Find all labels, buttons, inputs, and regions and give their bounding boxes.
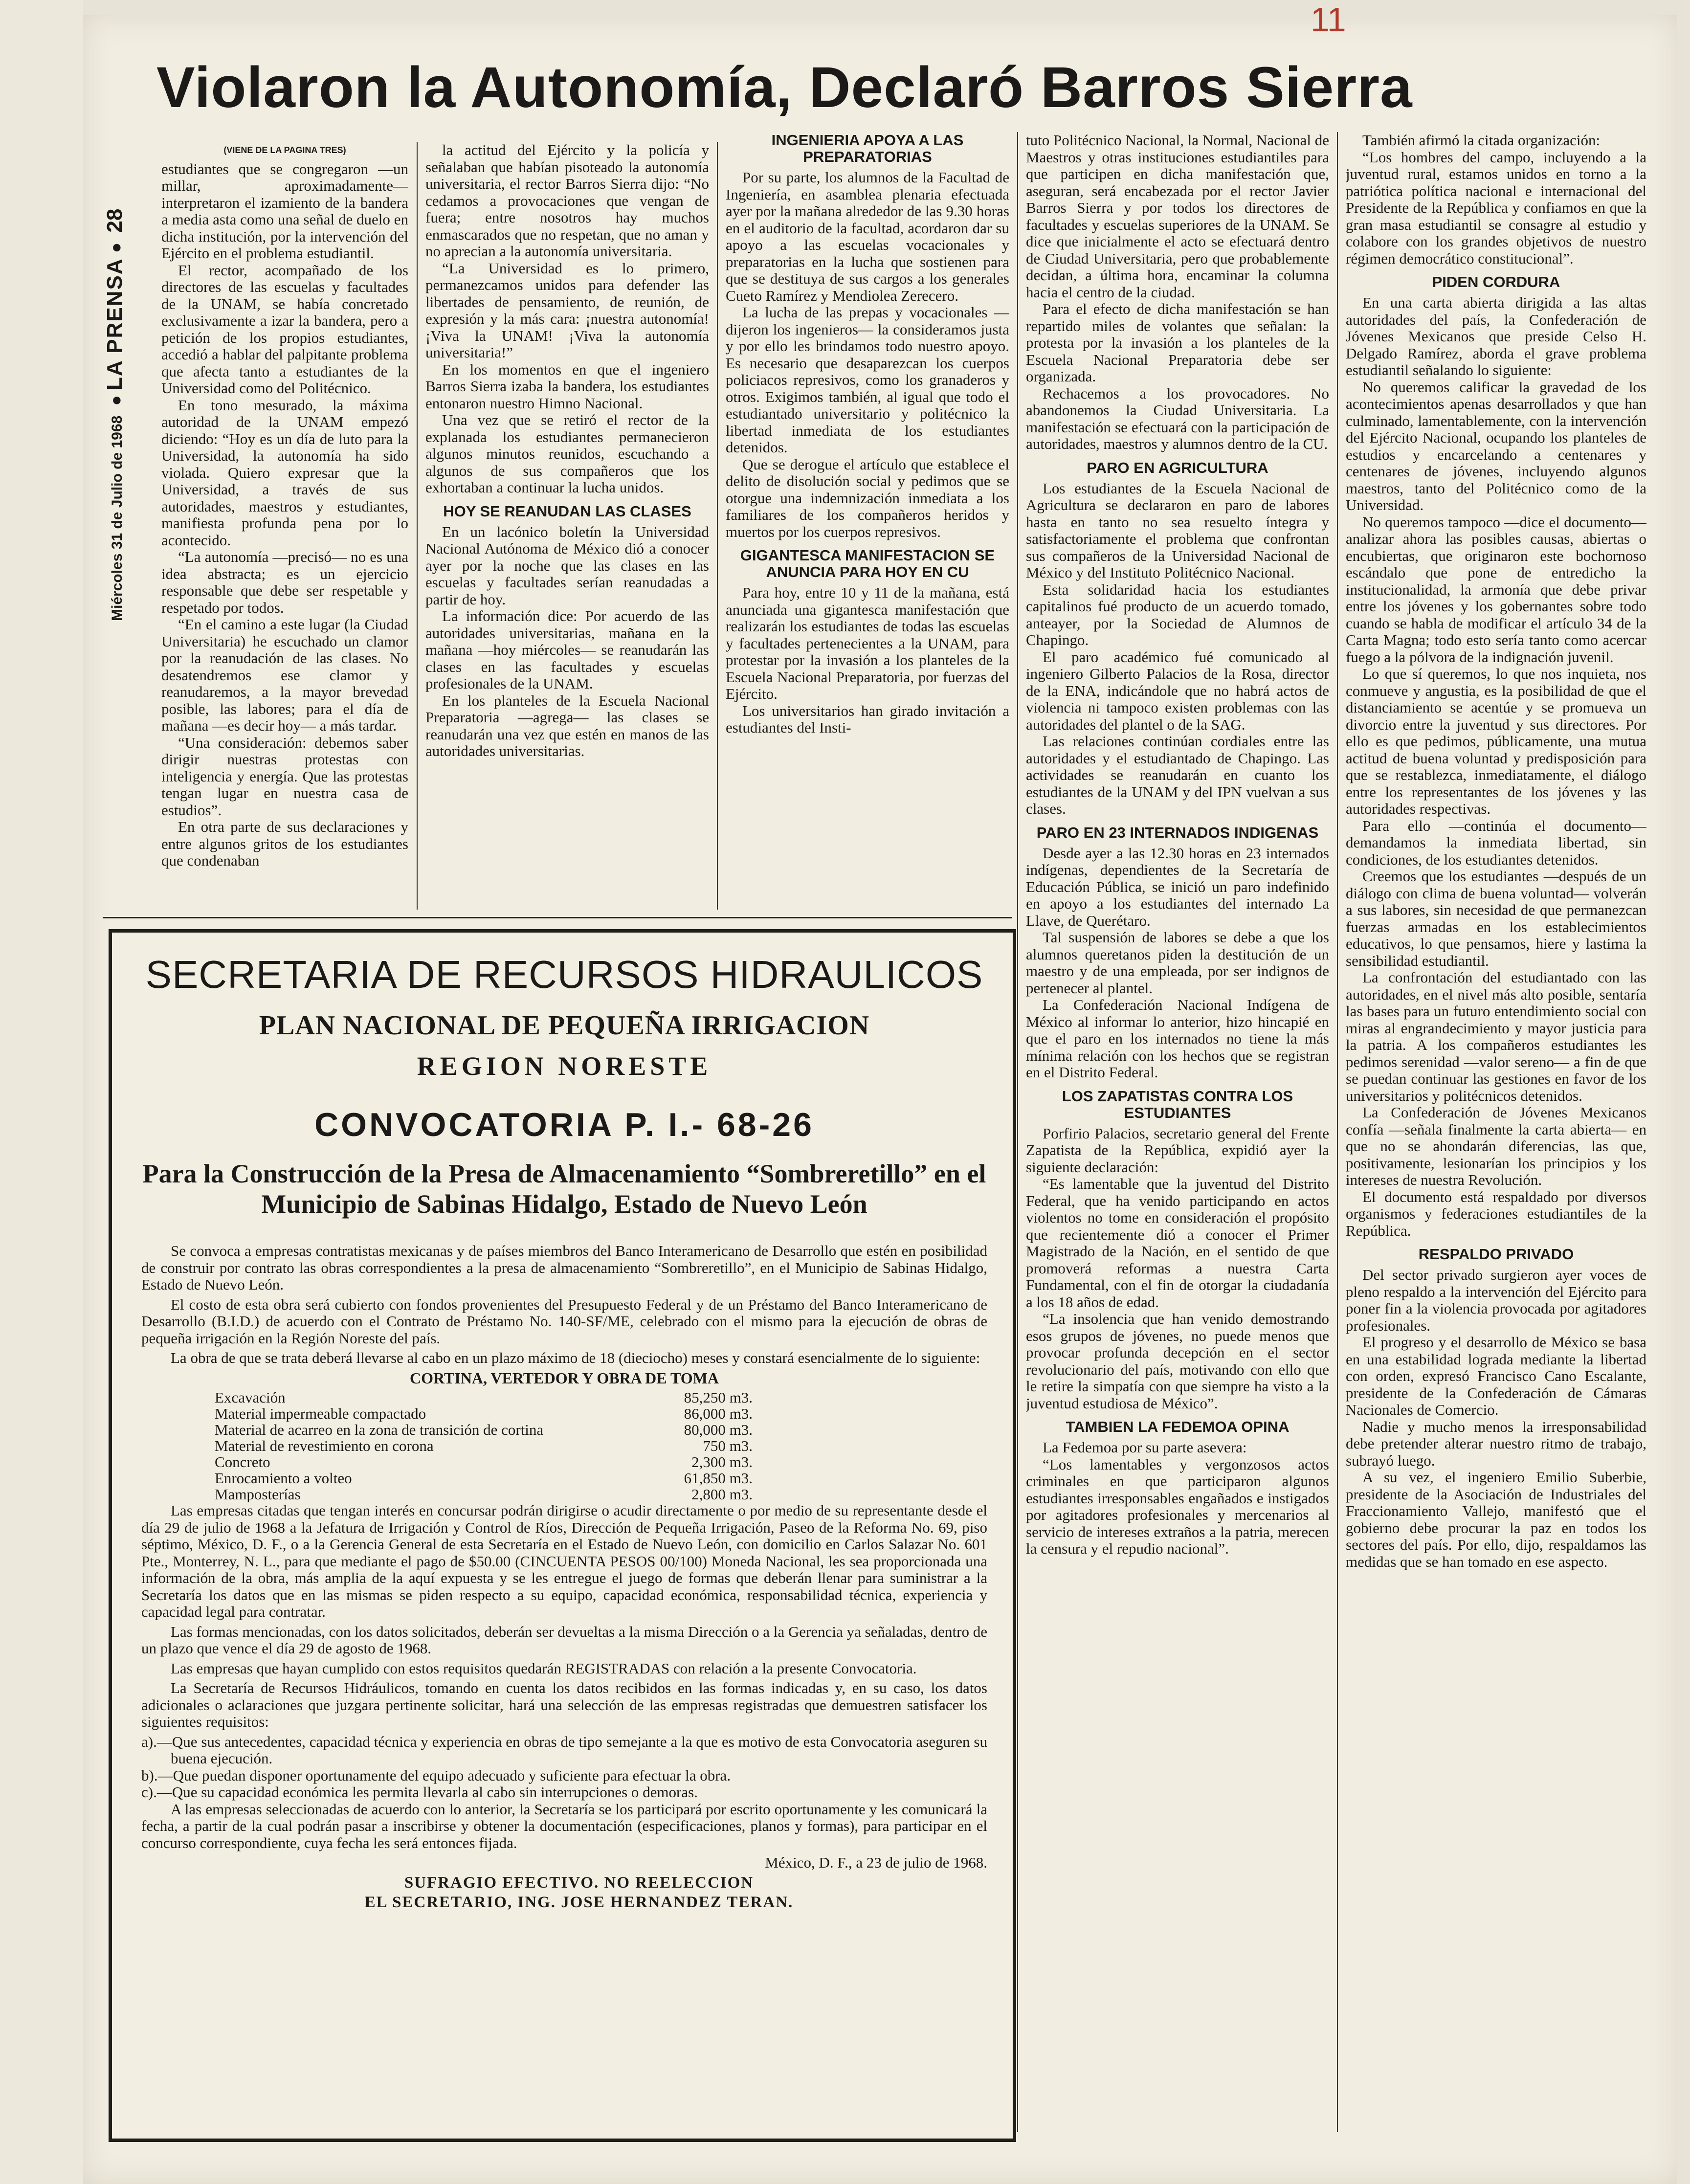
article-paragraph: Esta solidaridad hacia los estudiantes capitalinos fué producto de un acuerdo tomado, anteayer, por la Sociedad de Alumnos de Chapingo.	[1026, 580, 1329, 648]
article-paragraph: La confrontación del estudiantado con las autoridades, en el nivel más alto posible, sentaría las bases para un futuro entendimiento social con miras al engrandecimiento y mayor justicia para la patria. A los compañeros estudiantes les pedimos serenidad —valor sereno— a fin de que se puedan continuar las gestiones en favor de los universitarios y politécnicos detenidos.	[1346, 969, 1646, 1104]
subhead-hoy-se-reanudan: HOY SE REANUDAN LAS CLASES	[443, 502, 691, 520]
article-paragraph: El progreso y el desarrollo de México se basa en una estabilidad lograda mediante la libertad con orden, expresó Francisco Cano Escalante, presidente de la Confederación de Cámaras Nacionales de Comercio.	[1346, 1334, 1646, 1418]
ad-paragraph: Las formas mencionadas, con los datos solicitados, deberán ser devueltas a la misma Dirección o a la Gerencia ya señaladas, dentro de un plazo que vence el día 29 de agosto de 1968.	[141, 1623, 987, 1657]
column-rule	[1017, 132, 1018, 2132]
article-paragraph: Para el efecto de dicha manifestación se han repartido miles de volantes que señalan: la protesta por la invasión a los planteles de la Escuela Nacional Preparatoria debe ser organizada.	[1026, 300, 1329, 385]
masthead-date: Miércoles 31 de Julio de 1968	[109, 415, 125, 621]
ad-title-secretaria: SECRETARIA DE RECURSOS HIDRAULICOS	[145, 953, 983, 996]
masthead-paper-name: LA PRENSA	[103, 258, 127, 391]
article-paragraph: Porfirio Palacios, secretario general del Frente Zapatista de la República, expidió ayer la siguiente declaración:	[1026, 1124, 1329, 1176]
article-paragraph: A su vez, el ingeniero Emilio Suberbie, presidente de la Asociación de Industriales del Fraccionamiento Vallejo, manifestó que el gobierno debe procurar la paz en todos los sectores del país. Por ello, dijo, respaldamos las medidas que se han tomado en ese aspecto.	[1346, 1469, 1646, 1570]
article-paragraph: “Los hombres del campo, incluyendo a la juventud rural, estamos unidos en torno a la patriótica política nacional e internacional del Presidente de la República y confiamos en que la gran masa estudiantil se consagre al estudio y colabore con los grandes objetivos de nuestro régimen democrático constitucional”.	[1346, 148, 1646, 267]
col4b-text	[1026, 480, 1329, 818]
article-column-4	[1026, 132, 1329, 2137]
col4d-text	[1026, 1125, 1329, 1412]
article-paragraph: El rector, acompañado de los directores de las escuelas y facultades de la UNAM, se había concretado exclusivamente a izar la bandera, pero a petición de los propios estudiantes, accedió a hablar del palpitante problema que afecta tanto a estudiantes de la Universidad como del Politécnico.	[161, 261, 408, 397]
article-paragraph: “La autonomía —precisó— no es una idea abstracta; es un ejercicio responsable que debe ser respetable y respetado por todos.	[161, 548, 408, 616]
ad-title-region: REGION NORESTE	[417, 1051, 712, 1081]
article-column-1	[161, 142, 408, 910]
ad-body	[141, 1243, 987, 1911]
col1-text	[161, 161, 408, 869]
article-paragraph: tuto Politécnico Nacional, la Normal, Nacional de Maestros y otras instituciones estudiantiles para que participen en dicha manifestación que, aseguran, será encabezada por el rector Javier Barros Sierra y por todos los directores de facultades y escuelas superiores de la UNAM. Se dice que inicialmente el acto se efectuará dentro de Ciudad Universitaria, pero que probablemente decidan, a última hora, encaminar la columna hacia el centro de la ciudad.	[1026, 132, 1329, 301]
article-paragraph: Los estudiantes de la Escuela Nacional de Agricultura se declararon en paro de labores hasta en tanto no sea resuelto íntegra y satisfactoriamente el problema que confrontan sus compañeros de la Universidad Nacional de México y del Instituto Politécnico Nacional.	[1026, 479, 1329, 581]
ad-paragraph: El costo de esta obra será cubierto con fondos provenientes del Presupuesto Federal y de un Préstamo del Banco Interamericano de Desarrollo (B.I.D.) de acuerdo con el Contrato de Préstamo No. 140-SF/ME, celebrado con el mismo para la ejecución de obras de pequeña irrigación en la Región Noreste del país.	[141, 1295, 987, 1347]
subhead-fedemoa: TAMBIEN LA FEDEMOA OPINA	[1066, 1418, 1290, 1435]
subhead-ingenieria: INGENIERIA APOYA A LAS PREPARATORIAS	[771, 132, 964, 165]
government-notice-ad	[109, 929, 1016, 2142]
works-quantity: 80,000 m3.	[684, 1421, 753, 1438]
article-paragraph: La Fedemoa por su parte asevera:	[1043, 1439, 1247, 1456]
page-margin	[0, 0, 83, 2184]
works-quantity: 2,300 m3.	[691, 1453, 753, 1471]
ad-works-header: CORTINA, VERTEDOR Y OBRA DE TOMA	[410, 1369, 719, 1387]
article-paragraph: En los momentos en que el ingeniero Barros Sierra izaba la bandera, los estudiantes entonaron nuestro Himno Nacional.	[425, 360, 709, 412]
headline: Violaron la Autonomía, Declaró Barros Sierra	[156, 55, 1413, 120]
article-paragraph: En los planteles de la Escuela Nacional Preparatoria —agrega— las clases se reanudarán una vez que estén en manos de las autoridades universitarias.	[425, 691, 709, 759]
ad-secretario: EL SECRETARIO, ING. JOSE HERNANDEZ TERAN.	[364, 1894, 794, 1911]
ad-subtitle: Para la Construcción de la Presa de Almacenamiento “Sombreretillo” en el Municipio de Sabinas Hidalgo, Estado de Nuevo León	[142, 1159, 986, 1219]
ad-paragraph: Las empresas citadas que tengan interés en concursar podrán dirigirse o acudir directamente o por medio de su representante desde el día 29 de julio de 1968 a la Jefatura de Irrigación y Control de Ríos, Dirección de Pequeña Irrigación, Paseo de la Reforma No. 69, piso séptimo, México, D. F., o a la Gerencia General de esta Secretaría en el Estado de Nuevo León, con domicilio en Carlos Salazar No. 601 Pte., Monterrey, N. L., para que mediante el pago de $50.00 (CINCUENTA PESOS 00/100) Moneda Nacional, les sea proporcionada una información de la obra, más amplia de la aquí expuesta y se les entregue el juego de formas que deberán llenar para suministrar a la Secretaría los datos que en las mismas se piden respecto a su equipo, capacidad económica, responsabilidad técnica, experiencia y capacidad legal para contratar.	[141, 1502, 987, 1620]
works-quantity: 750 m3.	[703, 1437, 753, 1454]
subhead-paro-internados: PARO EN 23 INTERNADOS INDIGENAS	[1036, 824, 1319, 841]
ad-requirements-list	[141, 1734, 987, 1801]
article-paragraph: Rechacemos a los provocadores. No abandonemos la Ciudad Universitaria. La manifestación se efectuará con la participación de autoridades, maestros y alumnos dentro de la CU.	[1026, 384, 1329, 452]
subhead-paro-agricultura: PARO EN AGRICULTURA	[1087, 459, 1268, 476]
works-quantity: 85,250 m3.	[684, 1389, 753, 1406]
article-paragraph: No queremos calificar la gravedad de los acontecimientos apenas desarrollados y que han culminado, lamentablemente, con la intervención del Ejército Nacional, ocupando los planteles de estudios y encarcelando a centenares y centenares de jóvenes, incluyendo algunos maestros, tanto del Politécnico como de la Universidad.	[1346, 378, 1646, 513]
ad-content	[141, 952, 987, 1914]
works-item: Material de acarreo en la zona de transición de cortina	[215, 1422, 544, 1438]
article-paragraph: “La Universidad es lo primero, permanezcamos unidos para defender las libertades de pensamiento, de reunión, de expresión y la más cara: ¡nuestra autonomía! ¡Viva la UNAM! ¡Viva la autonomía universitaria!”	[425, 259, 709, 361]
ad-convocatoria: CONVOCATORIA P. I.- 68-26	[314, 1106, 814, 1143]
article-column-3	[726, 132, 1009, 910]
article-paragraph: La información dice: Por acuerdo de las autoridades universitarias, mañana en la mañana —hoy miércoles— se reanudarán las clases en las facultades y escuelas profesionales de la UNAM.	[425, 607, 709, 692]
subhead-zapatistas: LOS ZAPATISTAS CONTRA LOS ESTUDIANTES	[1062, 1087, 1293, 1121]
ad-paragraph: A las empresas seleccionadas de acuerdo con lo anterior, la Secretaría se los participará por escrito oportunamente y les comunicará la fecha, a partir de la cual podrán pasar a inscribirse y obtener la documentación (especificaciones, planos y formas), para participar en el concurso correspondiente, cuya fecha les será entonces fijada.	[141, 1800, 987, 1851]
column-rule	[417, 142, 418, 910]
column-rule	[1337, 132, 1338, 2132]
article-paragraph: Nadie y mucho menos la irresponsabilidad debe pretender alterar nuestro ritmo de trabajo, subrayó luego.	[1346, 1418, 1646, 1469]
article-paragraph: Una vez que se retiró el rector de la explanada los estudiantes permanecieron algunos minutos reunidos, escuchando a algunos de sus compañeros que los exhortaban a continuar la lucha unidos.	[425, 411, 709, 496]
col3b-text	[726, 584, 1009, 736]
article-paragraph: Que se derogue el artículo que establece el delito de disolución social y pedimos que se otorgue una indemnización inmediata a los familiares de los compañeros heridos y muertos por los cuerpos represivos.	[726, 455, 1009, 540]
article-paragraph: “En el camino a este lugar (la Ciudad Universitaria) he escuchado un clamor por la reanudación de las clases. No desatendremos ese clamor y reanudaremos, a la mayor brevedad posible, las labores; para el día de mañana —es decir hoy— a más tardar.	[161, 616, 408, 734]
requirement-item: b).—Que puedan disponer oportunamente del equipo adecuado y suficiente para efectuar la obra.	[141, 1766, 731, 1784]
article-paragraph: Para hoy, entre 10 y 11 de la mañana, está anunciada una gigantesca manifestación que realizarán los estudiantes de todas las escuelas y facultades pertenecientes a la UNAM, para protestar por la invasión a los planteles de la Escuela Nacional Preparatoria, por fuerzas del Ejército.	[726, 584, 1009, 702]
ad-date: México, D. F., a 23 de julio de 1968.	[765, 1854, 987, 1871]
article-paragraph: “Una consideración: debemos saber dirigir nuestras protestas con inteligencia y energía. Que las protestas tengan lugar en nuestra casa de estudios”.	[161, 734, 408, 819]
article-paragraph: En un lacónico boletín la Universidad Nacional Autónoma de México dió a conocer ayer por la noche que las clases en las escuelas y facultades serían reanudadas a partir de hoy.	[425, 523, 709, 608]
works-quantity: 86,000 m3.	[684, 1405, 753, 1422]
col2-text	[425, 142, 709, 496]
works-row	[215, 1454, 753, 1470]
col5-text	[1346, 132, 1646, 267]
article-column-5	[1346, 132, 1646, 2137]
masthead-vertical	[103, 83, 161, 621]
works-row	[215, 1389, 753, 1405]
subhead-gigantesca: GIGANTESCA MANIFESTACION SE ANUNCIA PARA HOY EN CU	[740, 547, 995, 580]
article-paragraph: Por su parte, los alumnos de la Facultad de Ingeniería, en asamblea plenaria efectuada ayer por la mañana alrededor de las 9.30 horas en el auditorio de la facultad, acordaron dar su apoyo a las escuelas vocacionales y preparatorias en la lucha que sostienen para que se destituya de sus cargos a los generales Cueto Ramírez y Mendiolea Zerecero.	[726, 169, 1009, 304]
ad-works-table	[215, 1389, 753, 1502]
works-row	[215, 1405, 753, 1422]
article-paragraph: Del sector privado surgieron ayer voces de pleno respaldo a la intervención del Ejército para poner fin a la violencia provocada por agitadores profesionales.	[1346, 1266, 1646, 1334]
article-paragraph: “La insolencia que han venido demostrando esos grupos de jóvenes, no puede menos que provocar profunda decepción en el sector revolucionario del país, motivando con ello que le retire la simpatía con que siempre ha visto a la juventud estudiosa de México”.	[1026, 1310, 1329, 1412]
works-item: Mamposterías	[215, 1486, 301, 1502]
article-paragraph: Desde ayer a las 12.30 horas en 23 internados indígenas, dependientes de la Secretaría de Educación Pública, se inició un paro indefinido en apoyo a los estudiantes del internado La Llave, de Querétaro.	[1026, 844, 1329, 929]
works-item: Enrocamiento a volteo	[215, 1470, 352, 1486]
ad-paragraph: La obra de que se trata deberá llevarse al cabo en un plazo máximo de 18 (dieciocho) meses y constará esencialmente de lo siguiente:	[171, 1349, 980, 1366]
works-quantity: 61,850 m3.	[684, 1470, 753, 1487]
article-paragraph: También afirmó la citada organización:	[1362, 132, 1601, 149]
continued-from-note: (VIENE DE LA PAGINA TRES)	[223, 145, 346, 155]
article-paragraph: En tono mesurado, la máxima autoridad de la UNAM empezó diciendo: “Hoy es un día de luto para la Universidad, la autonomía ha sido violada. Quiero expresar que la Universidad, a través de sus autoridades, maestros y estudiantes, manifiesta profunda pena por lo acontecido.	[161, 396, 408, 549]
article-paragraph: Lo que sí queremos, lo que nos inquieta, nos conmueve y angustia, es la posibilidad de que el distanciamiento se acentúe y se promueva un divorcio entre la juventud y sus directores. Por ello es que pedimos, públicamente, una mutua actitud de buena voluntad y predisposición para que se restablezca, inmediatamente, el diálogo entre los representantes de los jóvenes y las autoridades respectivas.	[1346, 665, 1646, 817]
article-paragraph: Tal suspensión de labores se debe a que los alumnos queretanos piden la destitución de un maestro y de una empleada, por ser indignos de pertenecer al plantel.	[1026, 929, 1329, 997]
works-row	[215, 1486, 753, 1502]
article-paragraph: Las relaciones continúan cordiales entre las autoridades y el estudiantado de Chapingo. Las actividades se reanudarán en cuanto los estudiantes de la UNAM y del IPN vuelvan a sus clases.	[1026, 733, 1329, 817]
article-paragraph: La lucha de las prepas y vocacionales —dijeron los ingenieros— la consideramos justa y por ello les brindamos todo nuestro apoyo. Es necesario que desaparezcan los cuerpos policiacos represivos, como los granaderos y otros. Exigimos también, al igual que todo el estudiantado universitario y politécnico la libertad inmediata de los estudiantes detenidos.	[726, 304, 1009, 456]
works-item: Material impermeable compactado	[215, 1405, 426, 1422]
ad-title-plan: PLAN NACIONAL DE PEQUEÑA IRRIGACION	[259, 1010, 870, 1041]
article-paragraph: Los universitarios han girado invitación a estudiantes del Insti-	[726, 702, 1009, 736]
article-paragraph: la actitud del Ejército y la policía y señalaban que habían pisoteado la autonomía universitaria, el rector Barros Sierra dijo: “No cedamos a provocaciones que vengan de fuera; entre nosotros hay muchos enmascarados que no respetan, que no aman y no aprecian a la autonomía universitaria.	[425, 142, 709, 260]
col4e-text	[1026, 1439, 1329, 1558]
works-item: Excavación	[215, 1389, 286, 1405]
works-quantity: 2,800 m3.	[691, 1486, 753, 1503]
article-paragraph: En una carta abierta dirigida a las altas autoridades del país, la Confederación de Jóvenes Mexicanos que preside Celso H. Delgado Ramírez, aborda el grave problema estudiantil señalando lo siguiente:	[1346, 294, 1646, 379]
ad-paragraph: Se convoca a empresas contratistas mexicanas y de países miembros del Banco Interamericano de Desarrollo que estén en posibilidad de construir por contrato las obras correspondientes a la presa de almacenamiento “Sombreretillo”, en el Municipio de Sabinas Hidalgo, Estado de Nuevo León.	[141, 1242, 987, 1293]
col4c-text	[1026, 845, 1329, 1081]
article-paragraph: El documento está respaldado por diversos organismos y federaciones estudiantiles de la República.	[1346, 1188, 1646, 1239]
section-rule	[103, 917, 1012, 918]
handwritten-mark: 11	[1311, 0, 1346, 39]
article-paragraph: No queremos tampoco —dice el documento— analizar ahora las posibles causas, abiertas o encubiertas, que originaron este bochornoso escándalo que pone de entredicho la institucionalidad, la armonía que debe privar entre los jóvenes y los gobernantes sobre todo cuando se habla de modificar el artículo 34 de la Carta Magna; todo esto sería tanto como acercar fuego a la pólvora de la indignación juvenil.	[1346, 513, 1646, 666]
col2b-text	[425, 524, 709, 760]
ad-paragraph: Las empresas que hayan cumplido con estos requisitos quedarán REGISTRADAS con relación a la presente Convocatoria.	[171, 1659, 917, 1677]
masthead-page-number: 28	[103, 208, 127, 233]
article-paragraph: “Es lamentable que la juventud del Distrito Federal, que ha venido participando en actos violentos no tome en consideración el propósito que recientemente dió a conocer el Primer Magistrado de la Nación, en el sentido de que promoverá reformas a nuestra Carta Fundamental, con el fin de otorgar la ciudadanía a los 18 años de edad.	[1026, 1175, 1329, 1311]
requirement-item: a).—Que sus antecedentes, capacidad técnica y experiencia en obras de tipo semejante a la que es motivo de esta Convocatoria aseguren su buena ejecución.	[141, 1733, 987, 1767]
works-item: Concreto	[215, 1454, 270, 1470]
article-column-2	[425, 142, 709, 910]
works-row	[215, 1422, 753, 1438]
article-paragraph: En otra parte de sus declaraciones y entre algunos gritos de los estudiantes que condenaban	[161, 818, 408, 869]
works-row	[215, 1470, 753, 1486]
article-paragraph: La Confederación de Jóvenes Mexicanos confía —señala finalmente la carta abierta— en que no se ahondarán diferencias, las que, positivamente, lesionarían los principios y los intereses de nuestra Revolución.	[1346, 1104, 1646, 1188]
col5c-text	[1346, 1267, 1646, 1570]
article-paragraph: La Confederación Nacional Indígena de México al informar lo anterior, hizo hincapié en que el paro en los internados no tiene la más mínima relación con los hechos que se registran en el Distrito Federal.	[1026, 996, 1329, 1081]
column-rule	[717, 142, 718, 910]
ad-sufragio: SUFRAGIO EFECTIVO. NO REELECCION	[404, 1873, 754, 1892]
ad-paragraph: La Secretaría de Recursos Hidráulicos, tomando en cuenta los datos recibidos en las formas indicadas y, en su caso, los datos adicionales o aclaraciones que juzgara pertinente solicitar, hará una selección de las empresas registradas que demuestren satisfacer los siguientes requisitos:	[141, 1679, 987, 1730]
works-row	[215, 1438, 753, 1454]
article-paragraph: “Los lamentables y vergonzosos actos criminales en que participaron algunos estudiantes irresponsables engañados e instigados por agitadores profesionales y mercenarios al servicio de intereses extraños a la patria, merecen la censura y el repudio nacional”.	[1026, 1455, 1329, 1557]
subhead-respaldo-privado: RESPALDO PRIVADO	[1418, 1246, 1574, 1263]
article-paragraph: Creemos que los estudiantes —después de un diálogo con clima de buena voluntad— volverán a sus labores, sin necesidad de que permanezcan fuerzas armadas en los establecimientos educativos, lo que pensamos, hiere y lastima la sensibilidad estudiantil.	[1346, 868, 1646, 969]
col5b-text	[1346, 294, 1646, 1239]
col3-text	[726, 169, 1009, 540]
subhead-piden-cordura: PIDEN CORDURA	[1432, 273, 1560, 290]
article-paragraph: Para ello —continúa el documento— demandamos la inmediata libertad, sin condiciones, de los estudiantes detenidos.	[1346, 817, 1646, 868]
requirement-item: c).—Que su capacidad económica les permita llevarla al cabo sin interrupciones o demoras.	[141, 1783, 698, 1801]
masthead-line: Miércoles 31 de Julio de 1968 ● LA PRENSA ● 28	[103, 208, 127, 621]
article-paragraph: estudiantes que se congregaron —un millar, aproximadamente— interpretaron el izamiento de la bandera a media asta como una señal de duelo en dicha institución, por la intervención del Ejército en el problema estudiantil.	[161, 160, 408, 262]
article-paragraph: El paro académico fué comunicado al ingeniero Gilberto Palacios de la Rosa, director de la ENA, indicándole que no habrá actos de violencia ni tampoco existen problemas con las autoridades del plantel o de la SAG.	[1026, 648, 1329, 733]
col4-text	[1026, 132, 1329, 453]
works-item: Material de revestimiento en corona	[215, 1438, 434, 1454]
